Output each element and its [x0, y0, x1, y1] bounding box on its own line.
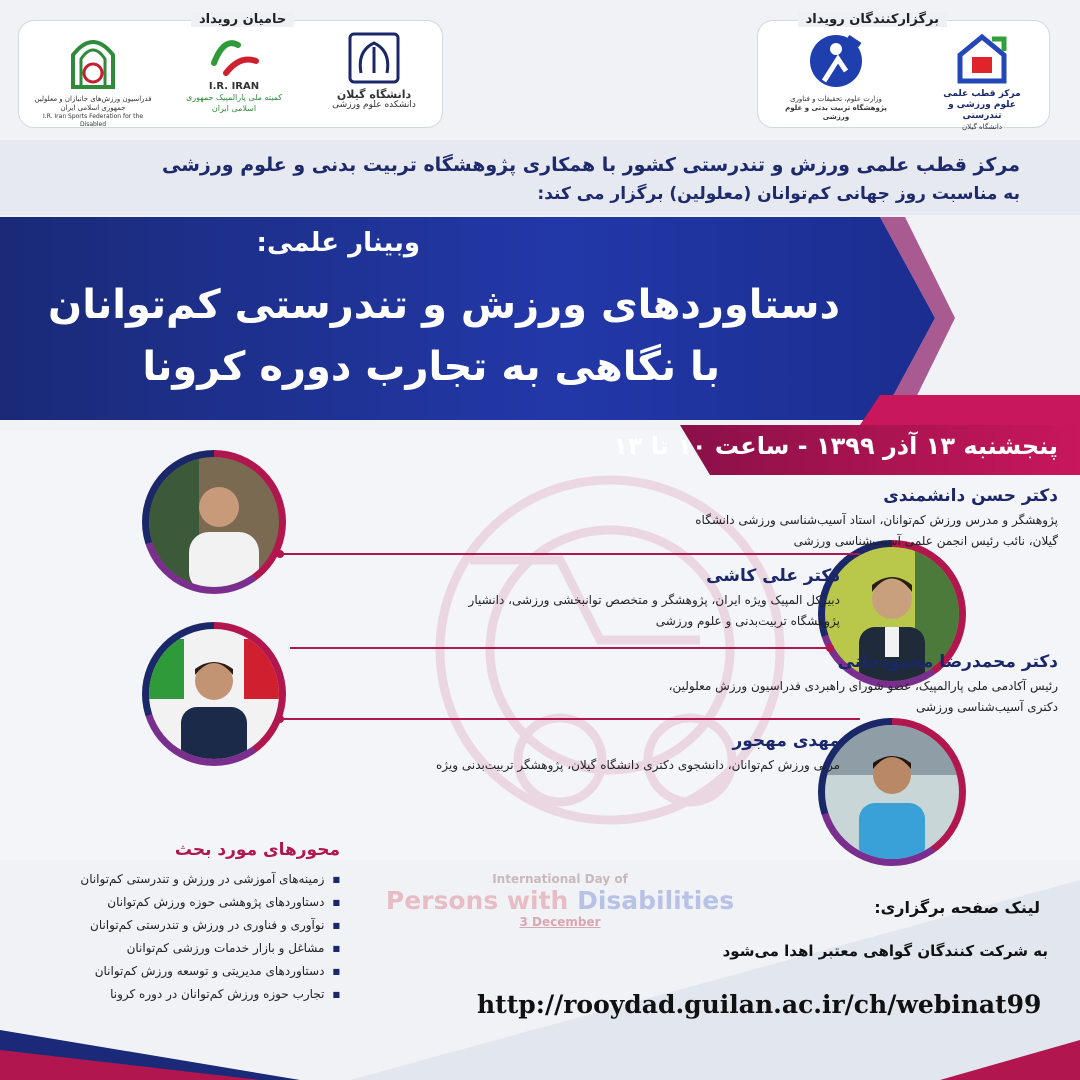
- guilan-emblem-icon: [347, 31, 401, 85]
- federation-logo: [33, 33, 153, 129]
- event-url[interactable]: http://rooydad.guilan.ac.ir/ch/webinat99: [477, 990, 1042, 1019]
- sponsors-panel: [18, 12, 443, 128]
- federation-caption-en: I.R. Iran Sports Federation for the Disabled: [42, 113, 144, 128]
- topic-item: ■ دستاوردهای مدیریتی و توسعه ورزش کم‌توانان: [40, 960, 340, 983]
- organizers-title: برگزارکنندگان رویداد: [798, 12, 947, 27]
- topics-section: [40, 840, 340, 1006]
- scientific-center-caption-3: دانشگاه گیلان: [962, 123, 1002, 131]
- research-institute-caption: وزارت علوم، تحقیقات و فناوری: [790, 95, 882, 103]
- paralympic-agitos-icon: [204, 33, 264, 77]
- certificate-note: به شرکت کنندگان گواهی معتبر اهدا می‌شود: [722, 942, 1048, 960]
- speaker-3-name: دکتر محمدرضا محمودخانی: [837, 652, 1058, 672]
- scientific-center-caption: مرکز قطب علمی: [943, 89, 1021, 99]
- speaker-3-desc-2: دکتری آسیب‌شناسی ورزشی: [916, 700, 1058, 714]
- research-institute-emblem-icon: [806, 31, 866, 91]
- paralympic-caption-2: کمیته ملی پارالمپیک جمهوری اسلامی ایران: [185, 93, 283, 113]
- event-date: پنجشنبه ۱۳ آذر ۱۳۹۹ - ساعت ۱۰ تا ۱۳: [613, 432, 1058, 460]
- speaker-1: [338, 486, 1058, 552]
- speaker-1-desc-1: پژوهشگر و مدرس ورزش کم‌توانان، استاد آسیب‌شناسی ورزشی دانشگاه: [695, 513, 1058, 527]
- speaker-2-divider: [290, 647, 830, 649]
- intl-day-line-2b: Disabilities: [577, 886, 735, 915]
- speaker-3: [338, 652, 1058, 718]
- speaker-4-desc-1: مربی ورزش کم‌توانان، دانشجوی دکتری دانشگاه گیلان، پژوهشگر تربیت‌بدنی ویژه: [436, 758, 840, 772]
- intl-day-line-1: International Day of: [492, 872, 628, 886]
- speaker-3-desc-1: رئیس آکادمی ملی پارالمپیک، عضو شورای راهبردی فدراسیون ورزش معلولین،: [668, 679, 1058, 693]
- banner-subtitle: وبینار علمی:: [256, 228, 420, 258]
- guilan-caption-2: دانشکده علوم ورزشی: [332, 100, 416, 110]
- topic-item: ■ دستاوردهای پژوهشی حوزه ورزش کم‌توانان: [40, 891, 340, 914]
- speaker-1-divider-dot: [276, 550, 284, 558]
- topic-item: ■ مشاغل و بازار خدمات ورزشی کم‌توانان: [40, 937, 340, 960]
- speaker-4-name: مهدی مهجور: [732, 731, 840, 751]
- speaker-2-desc-2: پژوهشگاه تربیت‌بدنی و علوم ورزشی: [655, 614, 840, 628]
- research-institute-caption-2: پژوهشگاه تربیت بدنی و علوم ورزشی: [785, 104, 887, 121]
- federation-caption: فدراسیون ورزش‌های جانبازان و معلولین جمهوری اسلامی ایران: [34, 95, 152, 112]
- topic-item: ■ زمینه‌های آموزشی در ورزش و تندرستی کم‌توانان: [40, 868, 340, 891]
- intl-day-line-2: [380, 886, 740, 915]
- link-label: لینک صفحه برگزاری:: [874, 898, 1040, 917]
- international-day-mark: [380, 872, 740, 929]
- paralympic-logo: [174, 33, 294, 114]
- federation-emblem-icon: [65, 33, 121, 91]
- speaker-2-name: دکتر علی کاشی: [706, 566, 840, 586]
- topics-title: محورهای مورد بحث: [174, 840, 340, 860]
- sponsors-title: حامیان رویداد: [191, 12, 294, 27]
- banner-title-line-1: دستاوردهای ورزش و تندرستی کم‌توانان: [48, 282, 840, 328]
- intro-line-1: مرکز قطب علمی ورزش و تندرستی کشور با همکاری پژوهشگاه تربیت بدنی و علوم ورزشی: [161, 154, 1020, 176]
- topic-item: ■ نوآوری و فناوری در ورزش و تندرستی کم‌توانان: [40, 914, 340, 937]
- person-avatar-icon: [825, 725, 959, 859]
- speaker-3-divider: [280, 718, 860, 720]
- speaker-1-divider: [280, 553, 860, 555]
- guilan-university-logo: [319, 31, 429, 111]
- speaker-2-divider-dot: [826, 644, 834, 652]
- speaker-1-name: دکتر حسن دانشمندی: [883, 486, 1058, 506]
- speaker-4: [240, 731, 840, 776]
- intl-day-line-2a: Persons with: [385, 886, 578, 915]
- speaker-2: [240, 566, 840, 632]
- speaker-3-divider-dot: [276, 715, 284, 723]
- speaker-photo-4: [818, 718, 966, 866]
- topic-item: ■ تجارب حوزه ورزش کم‌توانان در دوره کرونا: [40, 983, 340, 1006]
- scientific-center-emblem-icon: [954, 33, 1010, 85]
- research-institute-logo: [776, 31, 896, 122]
- scientific-center-caption-2: علوم ورزشی و تندرستی: [948, 100, 1016, 121]
- organizers-panel: [757, 12, 1050, 131]
- guilan-caption: دانشگاه گیلان: [336, 88, 412, 101]
- speaker-1-desc-2: گیلان، نائب رئیس انجمن علمی آسیب‌شناسی ورزشی: [793, 534, 1058, 548]
- intro-line-2: به مناسبت روز جهانی کم‌توانان (معلولین) برگزار می کند:: [537, 184, 1020, 204]
- intl-day-line-3: 3 December: [519, 915, 601, 929]
- speaker-2-desc-1: دبیرکل المپیک ویژه ایران، پژوهشگر و متخصص توانبخشی ورزشی، دانشیار: [468, 593, 840, 607]
- topics-list: [40, 868, 340, 1006]
- scientific-center-logo: [927, 33, 1037, 133]
- banner-title-line-2: با نگاهی به تجارب دوره کرونا: [142, 344, 720, 390]
- paralympic-caption: I.R. IRAN: [208, 81, 260, 92]
